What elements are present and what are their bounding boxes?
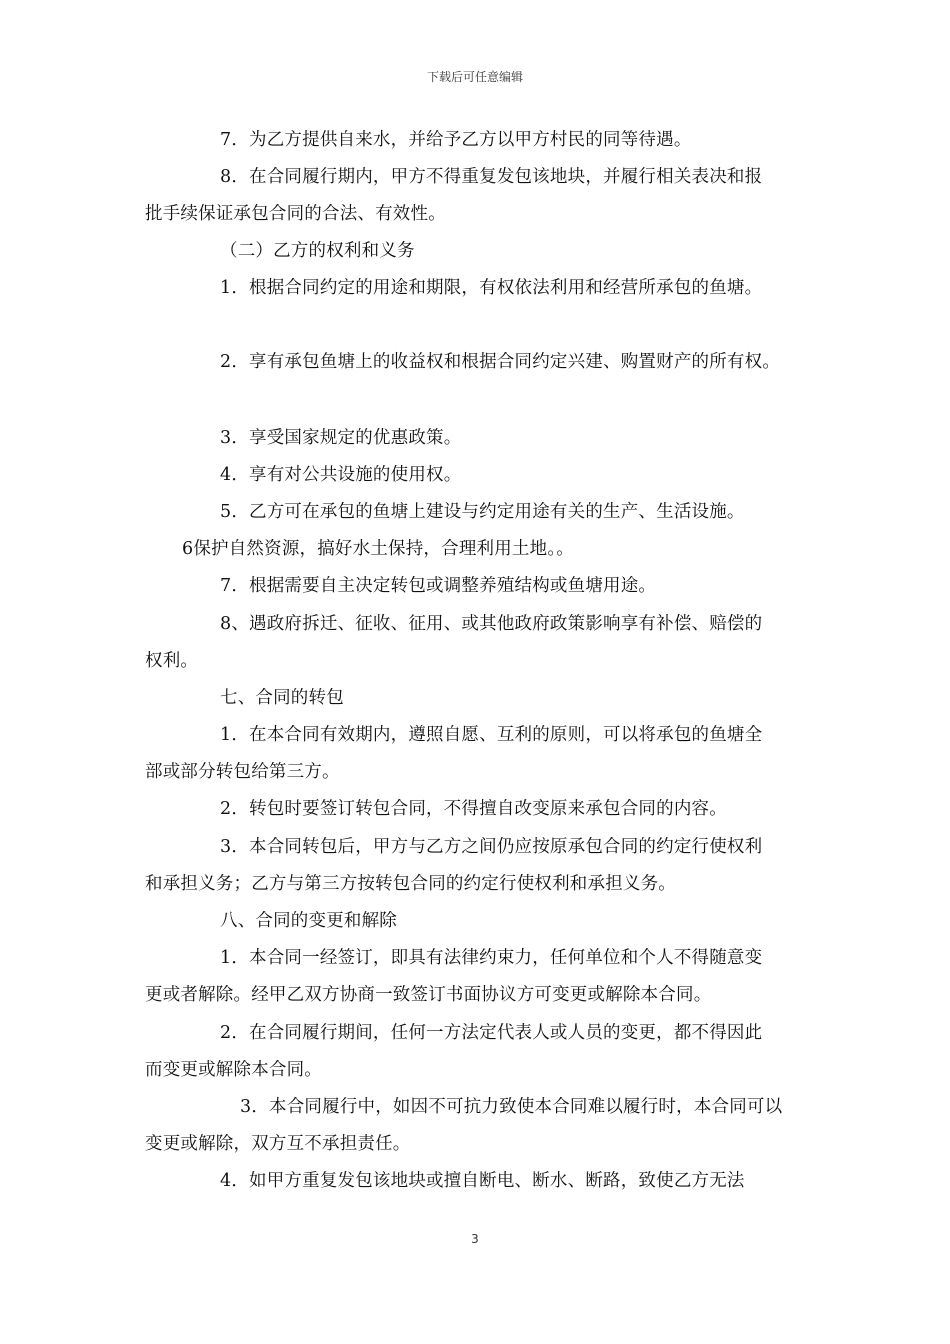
paragraph-line: 1．根据合同约定的用途和期限，有权依法利用和经营所承包的鱼塘。 — [220, 278, 763, 298]
paragraph-line: 7．为乙方提供自来水，并给予乙方以甲方村民的同等待遇。 — [220, 130, 692, 150]
paragraph-line: 批手续保证承包合同的合法、有效性。 — [145, 204, 446, 224]
paragraph-line: 变更或解除，双方互不承担责任。 — [145, 1134, 411, 1154]
paragraph-line: 2．转包时要签订转包合同，不得擅自改变原来承包合同的内容。 — [220, 799, 727, 819]
paragraph-line: 权利。 — [145, 651, 199, 671]
paragraph-line: 4．如甲方重复发包该地块或擅自断电、断水、断路，致使乙方无法 — [220, 1171, 745, 1191]
paragraph-line: 而变更或解除本合同。 — [145, 1060, 322, 1080]
paragraph-line: 和承担义务；乙方与第三方按转包合同的约定行使权利和承担义务。 — [145, 874, 676, 894]
paragraph-line: 8．在合同履行期内，甲方不得重复发包该地块，并履行相关表决和报 — [220, 167, 763, 187]
section-heading: 七、合同的转包 — [220, 688, 344, 708]
paragraph-line: 4．享有对公共设施的使用权。 — [220, 465, 462, 485]
page-number: 3 — [471, 1232, 479, 1246]
paragraph-line: 3．本合同履行中，如因不可抗力致使本合同难以履行时，本合同可以 — [240, 1097, 783, 1117]
paragraph-line: 8、遇政府拆迁、征收、征用、或其他政府政策影响享有补偿、赔偿的 — [220, 614, 763, 634]
section-heading: 八、合同的变更和解除 — [220, 911, 397, 931]
paragraph-line: 6保护自然资源，搞好水土保持，合理利用土地。。 — [182, 539, 574, 559]
paragraph-line: 7．根据需要自主决定转包或调整养殖结构或鱼塘用途。 — [220, 576, 657, 596]
section-heading: （二）乙方的权利和义务 — [220, 241, 415, 261]
paragraph-line: 1．本合同一经签订，即具有法律约束力，任何单位和个人不得随意变 — [220, 948, 763, 968]
paragraph-line: 5．乙方可在承包的鱼塘上建设与约定用途有关的生产、生活设施。 — [220, 502, 745, 522]
page-header: 下载后可任意编辑 — [426, 70, 523, 84]
paragraph-line: 更或者解除。经甲乙双方协商一致签订书面协议方可变更或解除本合同。 — [145, 985, 712, 1005]
paragraph-line: 2．享有承包鱼塘上的收益权和根据合同约定兴建、购置财产的所有权。 — [220, 352, 781, 372]
paragraph-line: 2．在合同履行期间，任何一方法定代表人或人员的变更，都不得因此 — [220, 1023, 763, 1043]
paragraph-line: 3．享受国家规定的优惠政策。 — [220, 428, 462, 448]
paragraph-line: 1．在本合同有效期内，遵照自愿、互利的原则，可以将承包的鱼塘全 — [220, 725, 763, 745]
paragraph-line: 3．本合同转包后，甲方与乙方之间仍应按原承包合同的约定行使权利 — [220, 837, 763, 857]
paragraph-line: 部或部分转包给第三方。 — [145, 762, 340, 782]
